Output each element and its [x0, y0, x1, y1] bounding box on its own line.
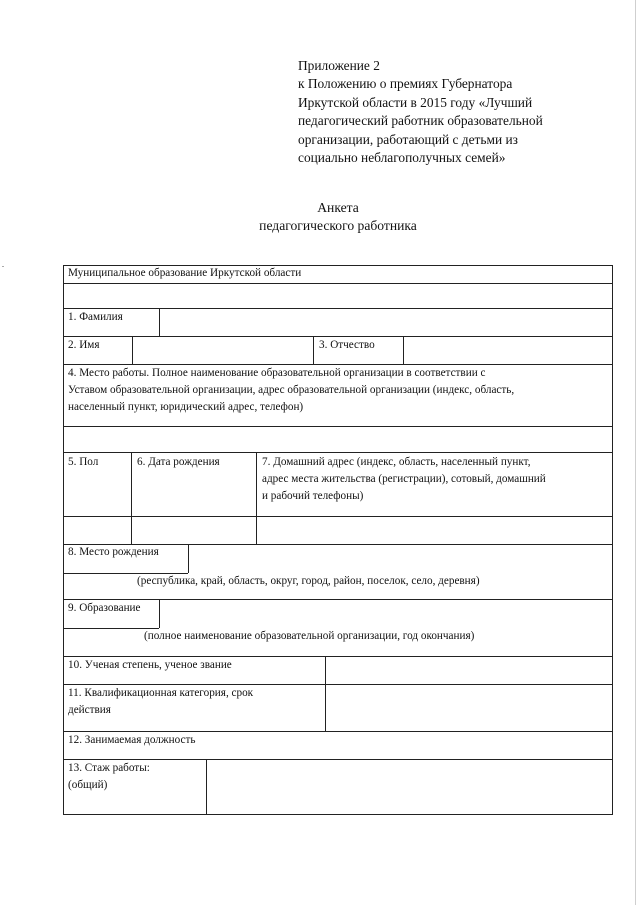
workplace-label-line: 4. Место работы. Полное наименование образовательной организации в соответствии с: [68, 367, 486, 379]
qualification-label-line: 11. Квалификационная категория, срок: [68, 687, 254, 699]
form-title-line2: педагогического работника: [259, 218, 417, 233]
row-divider: [63, 426, 613, 427]
appendix-header: [298, 57, 598, 167]
col-divider: [313, 336, 314, 364]
surname-label: 1. Фамилия: [68, 311, 123, 323]
appendix-line: социально неблагополучных семей»: [298, 150, 506, 166]
row-divider: [63, 452, 613, 453]
education-label: 9. Образование: [68, 602, 141, 614]
address-label-line: адрес места жительства (регистрации), сотовый, домашний: [262, 473, 546, 485]
form-title-line1: Анкета: [317, 200, 359, 215]
birthdate-label: 6. Дата рождения: [137, 456, 220, 468]
col-divider: [159, 599, 160, 628]
table-border-right: [612, 265, 613, 815]
questionnaire-table: [63, 265, 613, 815]
table-border-left: [63, 265, 64, 815]
degree-label: 10. Ученая степень, ученое звание: [68, 659, 232, 671]
row-divider: [63, 516, 613, 517]
appendix-line: к Положению о премиях Губернатора: [298, 76, 513, 92]
row-divider: [63, 308, 613, 309]
col-divider: [188, 544, 189, 573]
form-title: [0, 199, 640, 235]
col-divider: [131, 452, 132, 544]
appendix-line: педагогический работник образовательной: [298, 113, 543, 129]
table-border-bottom: [63, 814, 613, 815]
birthplace-label: 8. Место рождения: [68, 546, 159, 558]
municipality-label: Муниципальное образование Иркутской области: [68, 267, 302, 279]
row-divider: [63, 283, 613, 284]
birthplace-hint: (республика, край, область, округ, город, район, поселок, село, деревня): [137, 575, 480, 587]
education-hint: (полное наименование образовательной организации, год окончания): [144, 630, 475, 642]
col-divider: [206, 759, 207, 814]
workplace-label-line: населенный пункт, юридический адрес, телефон): [68, 401, 304, 413]
address-label-line: и рабочий телефоны): [262, 490, 364, 502]
address-label-line: 7. Домашний адрес (индекс, область, населенный пункт,: [262, 456, 531, 468]
experience-label-line: (общий): [68, 779, 108, 791]
experience-label-line: 13. Стаж работы:: [68, 762, 150, 774]
appendix-line: Иркутской области в 2015 году «Лучший: [298, 94, 533, 110]
appendix-line: организации, работающий с детьми из: [298, 131, 518, 147]
position-label: 12. Занимаемая должность: [68, 734, 196, 746]
gender-label: 5. Пол: [68, 456, 99, 468]
col-divider: [132, 336, 133, 364]
row-divider: [63, 599, 613, 600]
scan-edge-line: [635, 0, 636, 905]
col-divider: [159, 308, 160, 336]
patronymic-label: 3. Отчество: [319, 339, 375, 351]
scan-mark: [2, 266, 4, 267]
col-divider: [325, 656, 326, 731]
qualification-label-line: действия: [68, 704, 111, 716]
col-divider: [256, 452, 257, 544]
appendix-line: Приложение 2: [298, 58, 380, 73]
col-divider: [403, 336, 404, 364]
name-label: 2. Имя: [68, 339, 100, 351]
workplace-label-line: Уставом образовательной организации, адрес образовательной организации (индекс, область,: [68, 384, 515, 396]
